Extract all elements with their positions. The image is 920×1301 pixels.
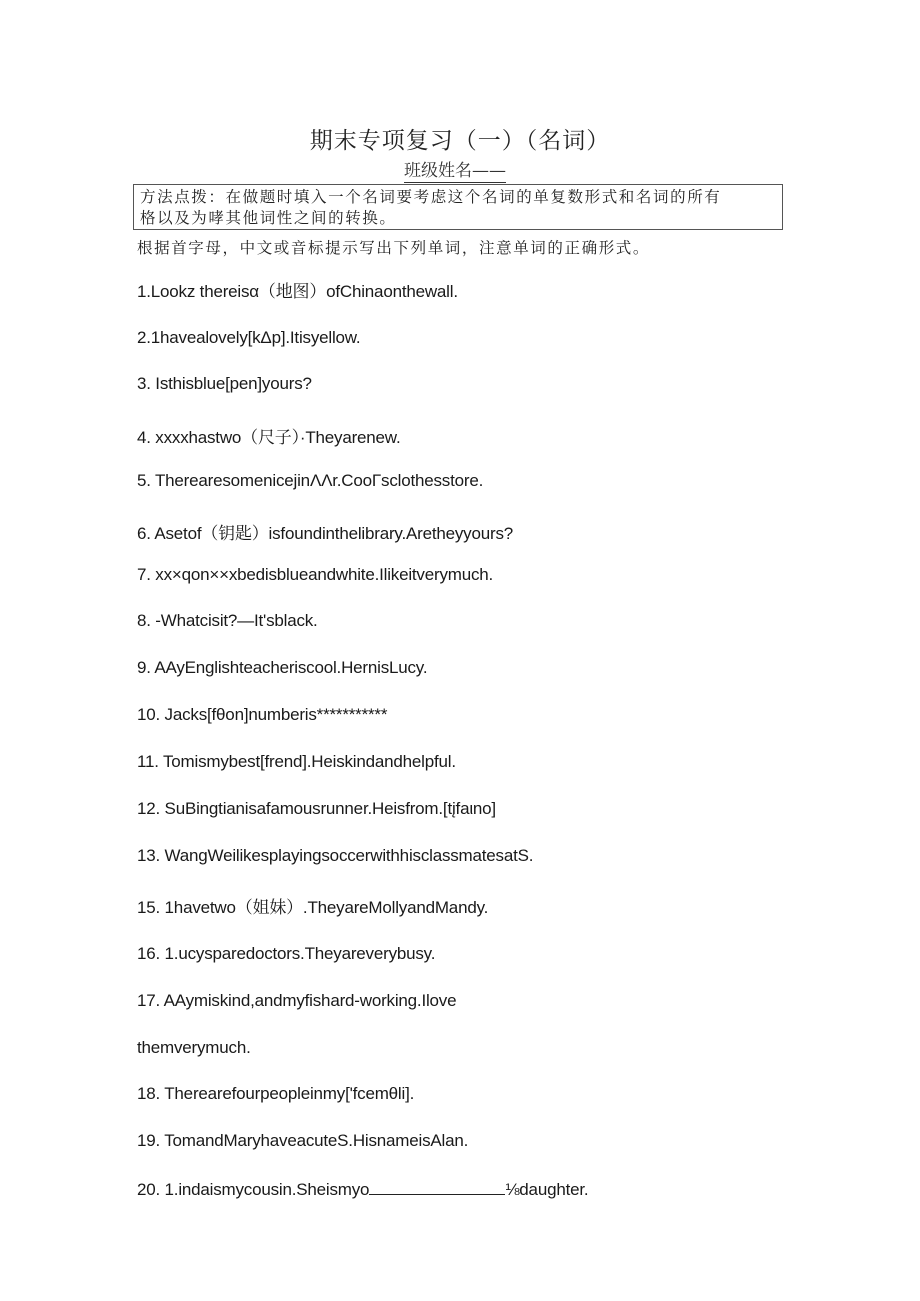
question-16: 16. 1.ucysparedoctors.Theyareverybusy.: [137, 944, 436, 963]
question-7: 7. xx×qon××xbedisblueandwhite.Ilikeitverymuch.: [137, 565, 494, 584]
page-title: 期末专项复习（一）（名词）: [309, 128, 611, 154]
question-9: 9. AAyEnglishteacheriscool.HernisLucy.: [137, 658, 428, 677]
question-19: 19. TomandMaryhaveacuteS.HisnameisAlan.: [137, 1131, 469, 1150]
method-tip-box: [133, 184, 783, 230]
question-11: 11. Tomismybest[frend].Heiskindandhelpful.: [137, 752, 456, 771]
question-8: 8. -Whatcisit?—It'sblack.: [137, 611, 318, 630]
question-13: 13. WangWeilikesplayingsoccerwithhisclassmatesatS.: [137, 846, 534, 865]
question-12: 12. SuBingtianisafamousrunner.Heisfrom.[tįfaιno]: [137, 799, 496, 818]
question-20: [137, 1180, 588, 1200]
answer-blank[interactable]: [369, 1180, 505, 1195]
class-name-line: 班级姓名——: [404, 161, 506, 181]
question-17-continued: themverymuch.: [137, 1038, 251, 1057]
question-3: 3. Isthisblue[pen]yours?: [137, 374, 312, 393]
tip-line-2: 格以及为哮其他词性之间的转换。: [140, 209, 397, 227]
question-4: 4. xxxxhastwo（尺子）·Theyarenew.: [137, 428, 401, 447]
instruction-text: 根据首字母，中文或音标提示写出下列单词，注意单词的正确形式。: [137, 239, 651, 257]
question-17: 17. AAymiskind,andmyfishard-working.Ilove: [137, 991, 457, 1010]
question-18: 18. Therearefourpeopleinmy['fcemθli].: [137, 1084, 415, 1103]
tip-line-1: 方法点拨：在做题时填入一个名词要考虑这个名词的单复数形式和名词的所有: [140, 188, 722, 206]
question-10: 10. Jacks[fθon]numberis***********: [137, 705, 388, 724]
question-5: 5. TherearesomenicejinΛΛr.CooΓsclothesstore.: [137, 471, 484, 490]
question-2: 2.1havealovely[kΔp].Itisyellow.: [137, 328, 361, 347]
question-1: 1.Lookz thereisα（地图）ofChinaonthewall.: [137, 282, 458, 301]
question-20-tail: ⅛daughter.: [505, 1180, 589, 1199]
question-6: 6. Asetof（钥匙）isfoundinthelibrary.Aretheyyours?: [137, 524, 513, 543]
question-15: 15. 1havetwo（姐妹）.TheyareMollyandMandy.: [137, 898, 489, 917]
question-20-text: 20. 1.indaismycousin.Sheismyo: [137, 1180, 370, 1199]
